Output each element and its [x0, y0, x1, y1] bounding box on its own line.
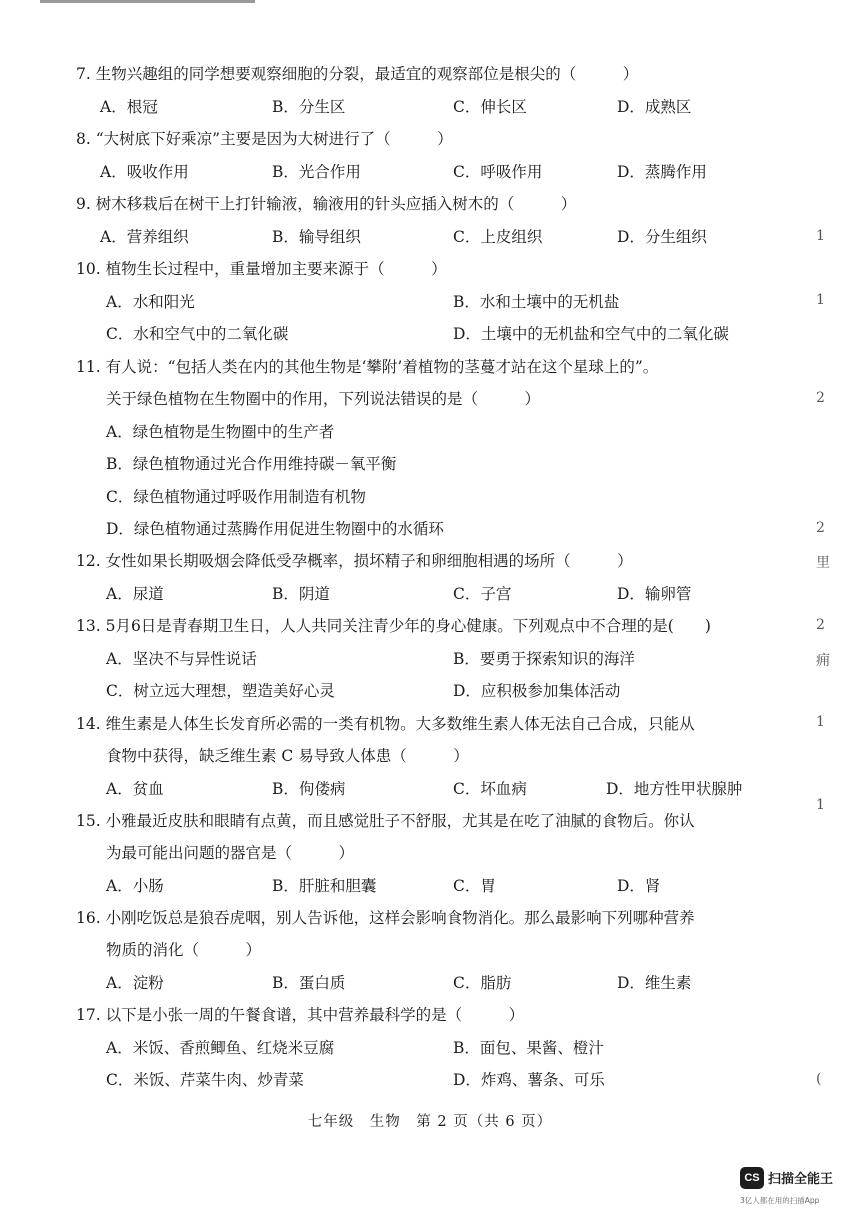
q17-option-d: D．炸鸡、薯条、可乐 [453, 1071, 605, 1089]
q9-option-d: D．分生组织 [617, 228, 707, 246]
q14-option-a: A．贫血 [106, 780, 164, 798]
q7-option-a: A．根冠 [100, 98, 158, 116]
question-12-stem: 12. 女性如果长期吸烟会降低受孕概率，损坏精子和卵细胞相遇的场所（ ） [76, 552, 633, 570]
q8-option-c: C．呼吸作用 [453, 163, 543, 181]
edge-fragment: 痈 [816, 653, 830, 669]
q14-option-b: B．佝偻病 [272, 780, 346, 798]
question-8-stem: 8. “大树底下好乘凉”主要是因为大树进行了（ ） [76, 130, 453, 148]
q12-option-c: C．子宫 [453, 585, 512, 603]
q13-option-d: D．应积极参加集体活动 [453, 682, 621, 700]
q10-option-a: A．水和阳光 [106, 293, 195, 311]
edge-fragment: 2 [816, 617, 825, 633]
edge-fragment: 1 [816, 714, 825, 730]
q9-option-c: C．上皮组织 [453, 228, 543, 246]
scanner-app-name: 扫描全能王 [768, 1172, 834, 1187]
question-16-stem-cont: 物质的消化（ ） [106, 941, 262, 959]
q17-option-c: C．米饭、芹菜牛肉、炒青菜 [106, 1071, 304, 1089]
q8-option-a: A．吸收作用 [100, 163, 189, 181]
q9-option-b: B．输导组织 [272, 228, 361, 246]
edge-fragment: 1 [816, 292, 825, 308]
question-11-stem-cont: 关于绿色植物在生物圈中的作用，下列说法错误的是（ ） [106, 390, 541, 408]
question-7-stem: 7. 生物兴趣组的同学想要观察细胞的分裂，最适宜的观察部位是根尖的（ ） [76, 65, 639, 83]
q12-option-a: A．尿道 [106, 585, 164, 603]
page-footer: 七年级 生物 第 2 页（共 6 页） [307, 1114, 553, 1130]
q13-option-a: A．坚决不与异性说话 [106, 650, 257, 668]
question-9-stem: 9. 树木移栽后在树干上打针输液，输液用的针头应插入树木的（ ） [76, 195, 577, 213]
question-14-stem-cont: 食物中获得，缺乏维生素 C 易导致人体患（ ） [106, 747, 469, 765]
edge-fragment: 1 [816, 228, 825, 244]
question-14-stem: 14. 维生素是人体生长发育所必需的一类有机物。大多数维生素人体无法自己合成，只能从 [76, 715, 695, 733]
scanner-logo-icon: CS [740, 1167, 764, 1189]
scan-edge-mark [40, 0, 255, 3]
edge-fragment: 1 [816, 797, 825, 813]
edge-fragment: ( [816, 1071, 822, 1087]
q16-option-d: D．维生素 [617, 974, 692, 992]
q10-option-d: D．土壤中的无机盐和空气中的二氧化碳 [453, 325, 729, 343]
q13-option-b: B．要勇于探索知识的海洋 [453, 650, 635, 668]
q8-option-d: D．蒸腾作用 [617, 163, 707, 181]
question-15-stem: 15. 小雅最近皮肤和眼睛有点黄，而且感觉肚子不舒服，尤其是在吃了油腻的食物后。你认 [76, 812, 695, 830]
q7-option-b: B．分生区 [272, 98, 346, 116]
question-10-stem: 10. 植物生长过程中，重量增加主要来源于（ ） [76, 260, 447, 278]
q9-option-a: A．营养组织 [100, 228, 189, 246]
edge-fragment: 里 [816, 555, 830, 571]
q8-option-b: B．光合作用 [272, 163, 361, 181]
q10-option-c: C．水和空气中的二氧化碳 [106, 325, 289, 343]
q11-option-b: B．绿色植物通过光合作用维持碳－氧平衡 [106, 455, 397, 473]
q13-option-c: C．树立远大理想，塑造美好心灵 [106, 682, 335, 700]
q17-option-b: B．面包、果酱、橙汁 [453, 1039, 604, 1057]
q14-option-d: D．地方性甲状腺肿 [606, 780, 743, 798]
q11-option-a: A．绿色植物是生物圈中的生产者 [106, 423, 335, 441]
question-17-stem: 17. 以下是小张一周的午餐食谱，其中营养最科学的是（ ） [76, 1006, 525, 1024]
question-13-stem: 13. 5月6日是青春期卫生日，人人共同关注青少年的身心健康。下列观点中不合理的是( ) [76, 617, 711, 635]
q12-option-b: B．阴道 [272, 585, 330, 603]
edge-fragment: 2 [816, 520, 825, 536]
q10-option-b: B．水和土壤中的无机盐 [453, 293, 620, 311]
q15-option-c: C．胃 [453, 877, 496, 895]
q14-option-c: C．坏血病 [453, 780, 527, 798]
question-11-stem: 11. 有人说：“包括人类在内的其他生物是‘攀附’着植物的茎蔓才站在这个星球上的”。 [76, 358, 659, 376]
q11-option-d: D．绿色植物通过蒸腾作用促进生物圈中的水循环 [106, 520, 444, 538]
q11-option-c: C．绿色植物通过呼吸作用制造有机物 [106, 488, 366, 506]
q15-option-a: A．小肠 [106, 877, 164, 895]
q16-option-a: A．淀粉 [106, 974, 164, 992]
edge-fragment: 2 [816, 390, 825, 406]
q7-option-d: D．成熟区 [617, 98, 692, 116]
q17-option-a: A．米饭、香煎鲫鱼、红烧米豆腐 [106, 1039, 335, 1057]
q12-option-d: D．输卵管 [617, 585, 692, 603]
scanner-watermark [740, 1167, 846, 1209]
q7-option-c: C．伸长区 [453, 98, 527, 116]
question-16-stem: 16. 小刚吃饭总是狼吞虎咽，别人告诉他，这样会影响食物消化。那么最影响下列哪种营养 [76, 909, 695, 927]
question-15-stem-cont: 为最可能出问题的器官是（ ） [106, 844, 355, 862]
q16-option-b: B．蛋白质 [272, 974, 346, 992]
q15-option-d: D．肾 [617, 877, 661, 895]
q16-option-c: C．脂肪 [453, 974, 512, 992]
q15-option-b: B．肝脏和胆囊 [272, 877, 377, 895]
scanner-app-tagline: 3亿人都在用的扫描App [740, 1196, 820, 1205]
